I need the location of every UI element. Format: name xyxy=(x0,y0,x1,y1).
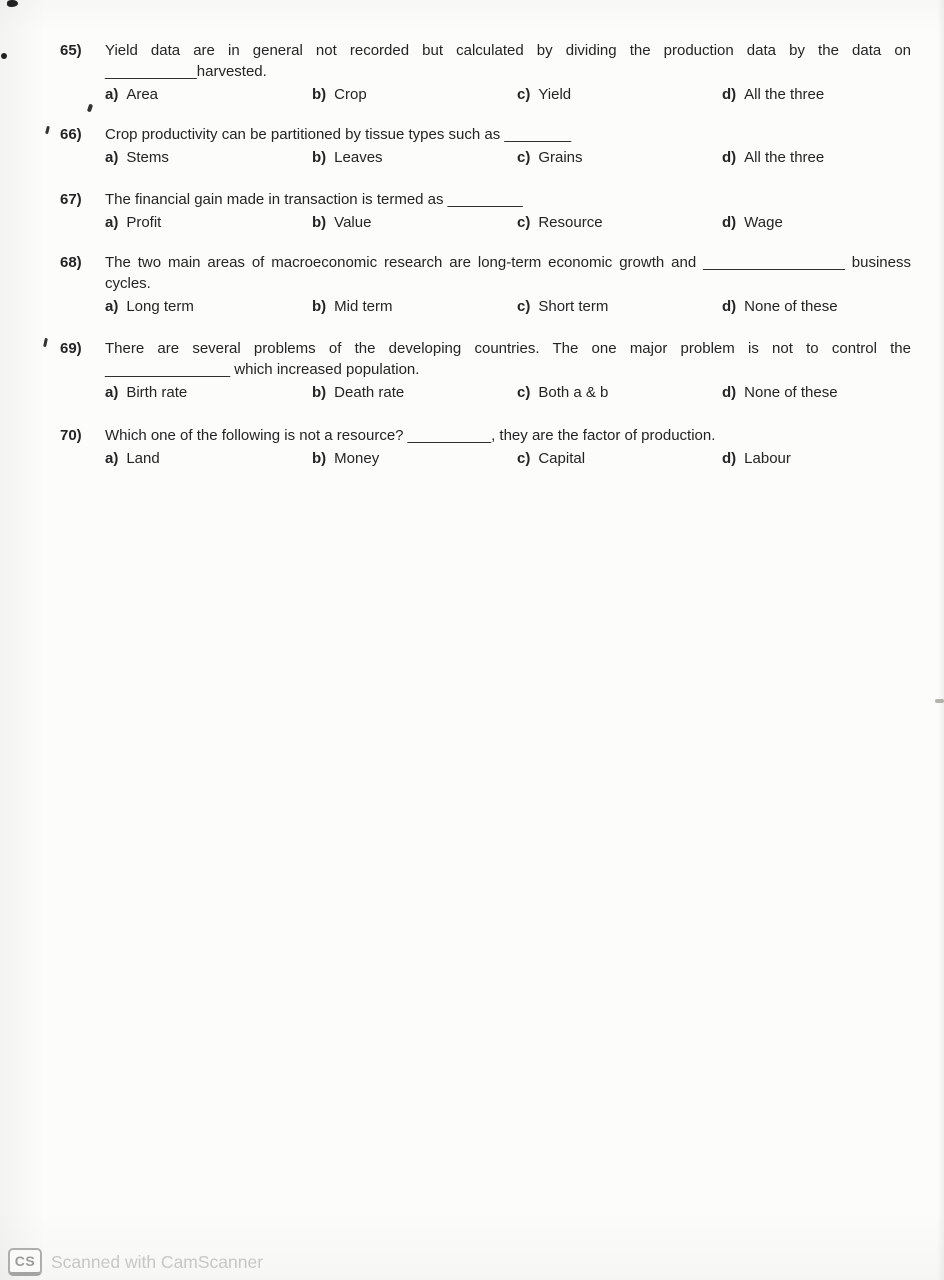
question-number: 67) xyxy=(60,191,82,208)
option-letter: d) xyxy=(722,214,737,231)
option-c xyxy=(517,84,571,105)
option-label: Death rate xyxy=(334,384,405,401)
option-label: Leaves xyxy=(334,149,383,166)
option-label: None of these xyxy=(744,298,838,315)
option-letter: a) xyxy=(105,384,119,401)
option-label: Grains xyxy=(538,149,583,166)
option-label: Resource xyxy=(538,214,603,231)
question-text-line: The two main areas of macroeconomic research are long-term economic growth and _________________ business xyxy=(105,254,911,271)
option-letter: c) xyxy=(517,214,531,231)
option-d xyxy=(722,212,783,233)
option-label: All the three xyxy=(744,86,825,103)
option-letter: c) xyxy=(517,86,531,103)
option-label: Value xyxy=(334,214,372,231)
question-body xyxy=(105,425,911,469)
option-letter: d) xyxy=(722,450,737,467)
options-row xyxy=(105,382,911,403)
option-letter: c) xyxy=(517,384,531,401)
option-letter: b) xyxy=(312,298,327,315)
option-a xyxy=(105,147,169,168)
option-label: None of these xyxy=(744,384,838,401)
option-a xyxy=(105,84,158,105)
option-label: Long term xyxy=(126,298,194,315)
option-letter: c) xyxy=(517,149,531,166)
question-body xyxy=(105,189,911,233)
camscanner-watermark xyxy=(8,1248,263,1276)
question-text-line: cycles. xyxy=(105,275,151,292)
option-a xyxy=(105,296,194,317)
option-c xyxy=(517,147,583,168)
tick-mark-q66 xyxy=(45,126,50,134)
option-label: Both a & b xyxy=(538,384,609,401)
option-c xyxy=(517,296,608,317)
option-letter: d) xyxy=(722,384,737,401)
option-d xyxy=(722,147,824,168)
option-b xyxy=(312,84,367,105)
option-label: Labour xyxy=(744,450,791,467)
option-letter: d) xyxy=(722,149,737,166)
options-row xyxy=(105,296,911,317)
question-number: 66) xyxy=(60,126,82,143)
options-row xyxy=(105,147,911,168)
question-body xyxy=(105,252,911,317)
option-a xyxy=(105,448,160,469)
question-text-line: The financial gain made in transaction is termed as _________ xyxy=(105,191,523,208)
tick-mark-q69 xyxy=(43,338,48,347)
question-number: 69) xyxy=(60,340,82,357)
option-label: Wage xyxy=(744,214,783,231)
option-d xyxy=(722,296,838,317)
option-b xyxy=(312,448,379,469)
question-text-line: ___________harvested. xyxy=(105,63,267,80)
option-a xyxy=(105,382,187,403)
options-row xyxy=(105,84,911,105)
option-c xyxy=(517,448,585,469)
option-letter: c) xyxy=(517,450,531,467)
question-body xyxy=(105,124,911,168)
option-letter: b) xyxy=(312,450,327,467)
options-row xyxy=(105,212,911,233)
option-label: Capital xyxy=(538,450,586,467)
camscanner-badge-icon: CS xyxy=(8,1248,42,1276)
question-body xyxy=(105,338,911,403)
option-letter: d) xyxy=(722,298,737,315)
option-b xyxy=(312,296,393,317)
option-letter: a) xyxy=(105,298,119,315)
option-letter: b) xyxy=(312,86,327,103)
comma-mark-q65 xyxy=(87,104,93,113)
option-c xyxy=(517,382,608,403)
ink-dot-mark xyxy=(1,53,7,59)
option-label: All the three xyxy=(744,149,825,166)
question-number: 68) xyxy=(60,254,82,271)
watermark-text: Scanned with CamScanner xyxy=(51,1251,264,1272)
question-number: 70) xyxy=(60,427,82,444)
question-text-line: Which one of the following is not a resource? __________, they are the factor of production. xyxy=(105,427,716,444)
option-label: Crop xyxy=(334,86,367,103)
option-d xyxy=(722,84,824,105)
option-d xyxy=(722,382,838,403)
question-text-line: Yield data are in general not recorded but calculated by dividing the production data by the data on xyxy=(105,42,911,59)
question-number: 65) xyxy=(60,42,82,59)
option-letter: c) xyxy=(517,298,531,315)
option-letter: b) xyxy=(312,384,327,401)
option-letter: a) xyxy=(105,450,119,467)
edge-dash-mark xyxy=(935,699,944,703)
option-b xyxy=(312,382,404,403)
option-letter: d) xyxy=(722,86,737,103)
option-label: Mid term xyxy=(334,298,393,315)
option-label: Yield xyxy=(538,86,572,103)
option-label: Area xyxy=(126,86,159,103)
question-text-line: There are several problems of the developing countries. The one major problem is not to control the xyxy=(105,340,911,357)
option-letter: a) xyxy=(105,86,119,103)
option-label: Profit xyxy=(126,214,162,231)
option-b xyxy=(312,212,371,233)
question-text-line: Crop productivity can be partitioned by tissue types such as ________ xyxy=(105,126,572,143)
option-label: Stems xyxy=(126,149,169,166)
option-b xyxy=(312,147,383,168)
option-label: Short term xyxy=(538,298,609,315)
question-body xyxy=(105,40,911,105)
option-label: Birth rate xyxy=(126,384,188,401)
option-c xyxy=(517,212,603,233)
question-text-line: _______________ which increased population. xyxy=(105,361,420,378)
option-d xyxy=(722,448,791,469)
option-letter: a) xyxy=(105,149,119,166)
ink-blob-mark xyxy=(7,0,18,7)
option-letter: b) xyxy=(312,149,327,166)
options-row xyxy=(105,448,911,469)
option-letter: a) xyxy=(105,214,119,231)
option-a xyxy=(105,212,161,233)
option-label: Money xyxy=(334,450,380,467)
option-letter: b) xyxy=(312,214,327,231)
option-label: Land xyxy=(126,450,160,467)
